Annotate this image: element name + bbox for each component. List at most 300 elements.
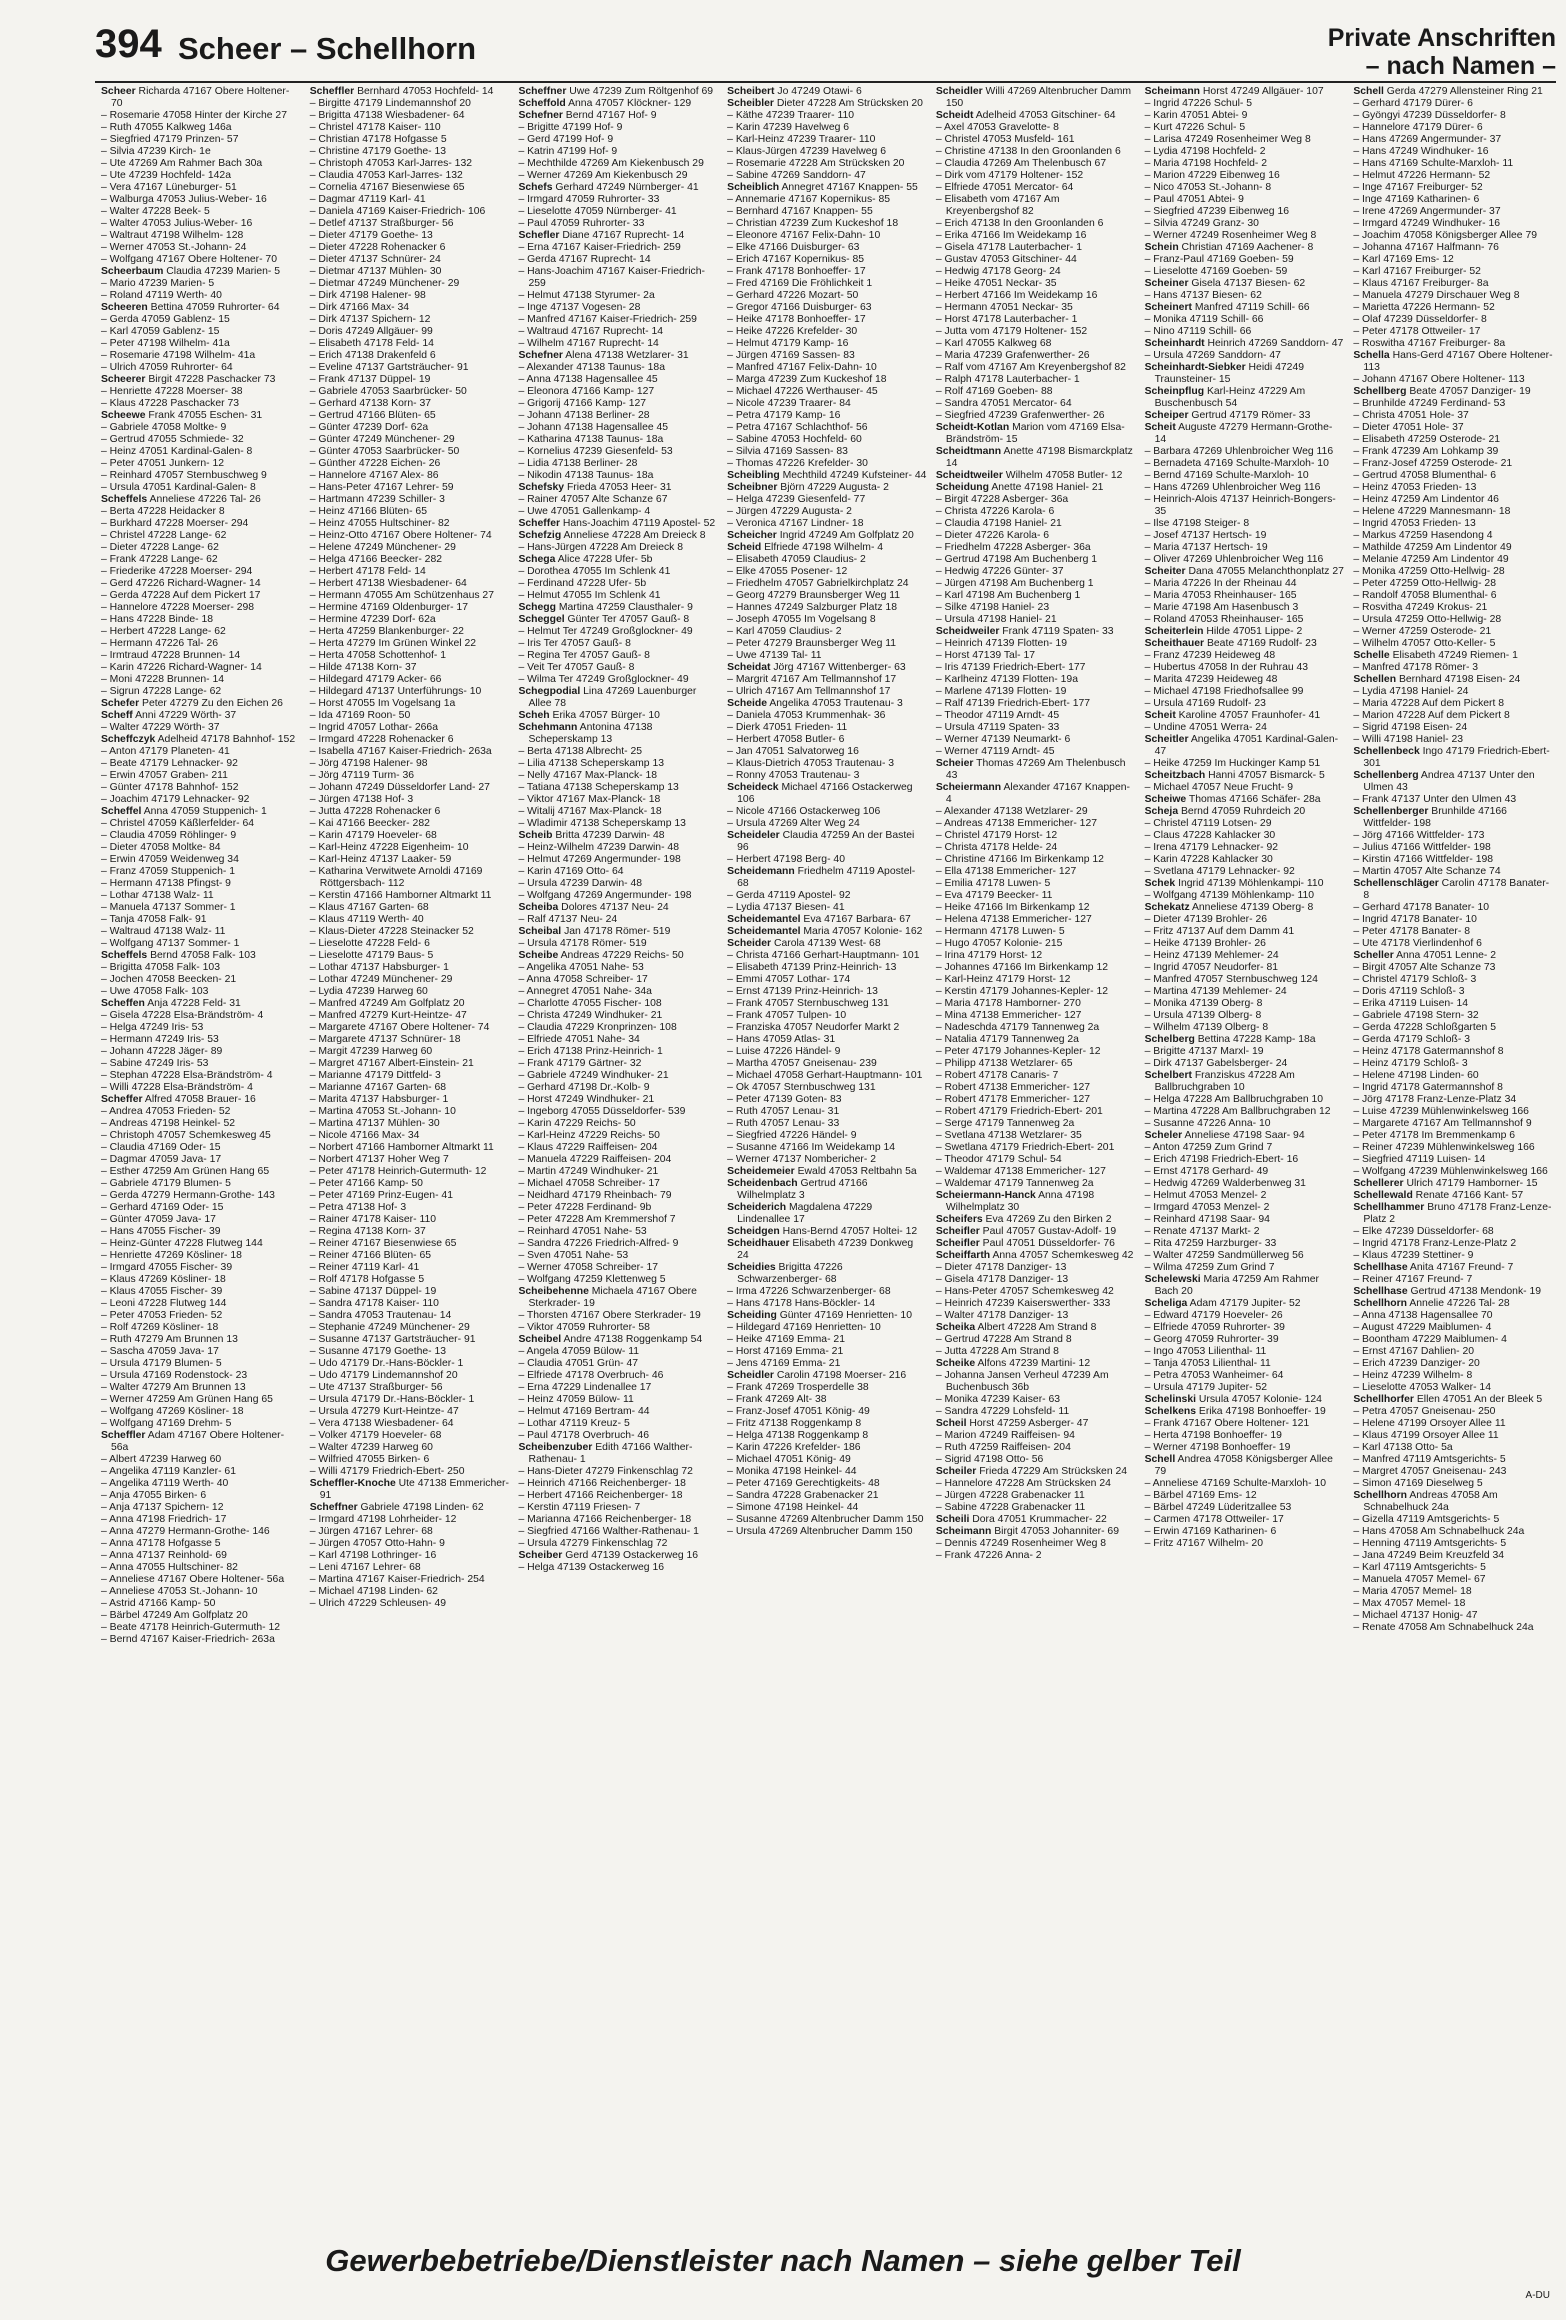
- directory-entry: [936, 854, 1136, 866]
- directory-entry: [936, 1430, 1136, 1442]
- directory-entry: [727, 314, 927, 326]
- directory-entry: [1145, 1274, 1345, 1298]
- entry-details: – Siegfried 47119 Luisen- 14: [1353, 1154, 1486, 1165]
- directory-entry: [101, 1106, 301, 1118]
- entry-details: – Brigitta 47058 Falk- 103: [101, 962, 220, 973]
- entry-details: – Sigrid 47198 Eisen- 24: [1353, 722, 1468, 733]
- entry-details: Elisabeth 47249 Riemen- 1: [1389, 650, 1518, 661]
- directory-entry: [727, 1298, 927, 1310]
- entry-details: – Jürgen 47229 Augusta- 2: [727, 506, 852, 517]
- entry-details: – Udo 47179 Dr.-Hans-Böckler- 1: [309, 1358, 464, 1369]
- directory-entry: [101, 446, 301, 458]
- entry-details: – Walter 47279 Am Brunnen 13: [101, 1382, 246, 1393]
- entry-details: – Brunhilde 47249 Ferdinand- 53: [1353, 398, 1506, 409]
- entry-details: – Annemarie 47167 Kopernikus- 85: [727, 194, 891, 205]
- directory-entry: [518, 434, 718, 446]
- directory-entry: [936, 1454, 1136, 1466]
- entry-details: – Irmgard 47059 Ruhrorter- 33: [518, 194, 660, 205]
- entry-details: – Dennis 47249 Rosenheimer Weg 8: [935, 1538, 1107, 1549]
- entry-details: – Ursula 47119 Spaten- 33: [935, 722, 1060, 733]
- entry-details: – Ida 47169 Roon- 50: [309, 710, 411, 721]
- directory-entry: [101, 854, 301, 866]
- directory-entry: [101, 1130, 301, 1142]
- entry-details: – Klaus-Dieter 47228 Steinacker 52: [309, 926, 474, 937]
- entry-details: – Ursula 47198 Haniel- 21: [935, 614, 1057, 625]
- directory-entry: [310, 134, 510, 146]
- entry-details: – Maria 47228 Auf dem Pickert 8: [1353, 698, 1505, 709]
- entry-details: – Eva 47179 Beecker- 11: [935, 890, 1053, 901]
- directory-entry: [936, 1022, 1136, 1034]
- entry-details: Bernd 47167 Hof- 9: [562, 110, 657, 121]
- entry-details: – Jörg 47198 Halener- 98: [309, 758, 428, 769]
- directory-entry: [518, 986, 718, 998]
- directory-entry: [310, 1286, 510, 1298]
- directory-entry: [518, 1154, 718, 1166]
- entry-details: – Robert 47178 Canaris- 7: [935, 1070, 1059, 1081]
- directory-entry: [727, 374, 927, 386]
- directory-entry: [101, 842, 301, 854]
- directory-entry: [518, 1178, 718, 1190]
- entry-details: – Heinz 47053 Frieden- 13: [1353, 482, 1477, 493]
- entry-details: – Ella 47138 Emmericher- 127: [935, 866, 1077, 877]
- directory-entry: [936, 1178, 1136, 1190]
- entry-details: – Friederike 47228 Moerser- 294: [101, 566, 253, 577]
- directory-entry: [936, 446, 1136, 470]
- entry-details: – Charlotte 47055 Fischer- 108: [518, 998, 662, 1009]
- entry-details: – Erich 47167 Kopernikus- 85: [727, 254, 865, 265]
- directory-entry: [310, 1094, 510, 1106]
- directory-entry: [310, 1226, 510, 1238]
- entry-details: – Bärbel 47249 Am Golfplatz 20: [101, 1610, 248, 1621]
- directory-entry: [936, 518, 1136, 530]
- directory-entry: [518, 938, 718, 950]
- directory-entry: [101, 458, 301, 470]
- entry-details: Andre 47138 Roggenkamp 54: [561, 1334, 703, 1345]
- entry-details: – Heinz 47179 Schloß- 3: [1353, 1058, 1468, 1069]
- entry-details: – Natalia 47179 Tannenweg 2a: [935, 1034, 1079, 1045]
- directory-entry: [101, 1202, 301, 1214]
- directory-entry: [101, 218, 301, 230]
- entry-details: – Heinz 47166 Blüten- 65: [309, 506, 427, 517]
- entry-details: – Frank 47179 Gärtner- 32: [518, 1058, 642, 1069]
- directory-entry: [310, 482, 510, 494]
- entry-details: – Frank 47137 Unter den Ulmen 43: [1353, 794, 1517, 805]
- entry-details: – Fritz 47167 Wilhelm- 20: [1144, 1538, 1263, 1549]
- entry-details: – Ingrid 47057 Neudorfer- 81: [1144, 962, 1279, 973]
- directory-entry: [101, 422, 301, 434]
- directory-entry: [1353, 158, 1553, 170]
- entry-surname: Scheinhardt-Siebker: [1144, 362, 1246, 373]
- entry-details: Eva 47167 Barbara- 67: [800, 914, 911, 925]
- directory-entry: [101, 902, 301, 914]
- entry-details: – Manfred 47178 Römer- 3: [1353, 662, 1479, 673]
- directory-entry: [727, 818, 927, 830]
- entry-details: – Jutta vom 47179 Holtener- 152: [935, 326, 1088, 337]
- entry-details: Claudia 47259 An der Bastei 96: [737, 830, 915, 853]
- directory-column: [1139, 86, 1348, 2186]
- entry-details: – Elfriede 47178 Overbruch- 46: [518, 1370, 664, 1381]
- entry-details: – Jürgen 47169 Sassen- 83: [727, 350, 855, 361]
- directory-entry: [727, 1334, 927, 1346]
- entry-details: – Gerda 47228 Schloßgarten 5: [1353, 1022, 1496, 1033]
- directory-entry: [101, 1502, 301, 1514]
- entry-details: – Ursula 47178 Römer- 519: [518, 938, 647, 949]
- directory-entry: [727, 854, 927, 866]
- directory-entry: [518, 1034, 718, 1046]
- entry-details: – Manuela 47279 Dirschauer Weg 8: [1353, 290, 1520, 301]
- entry-details: – Helene 47249 Münchener- 29: [309, 542, 456, 553]
- entry-surname: Scheliga: [1144, 1298, 1188, 1309]
- directory-entry: [1145, 1406, 1345, 1418]
- directory-entry: [727, 122, 927, 134]
- entry-details: – Hannelore 47167 Alex- 86: [309, 470, 439, 481]
- entry-surname: Scheinpflug: [1144, 386, 1205, 397]
- entry-details: Gertrud 47179 Römer- 33: [1188, 410, 1311, 421]
- directory-entry: [518, 626, 718, 638]
- entry-details: Hans-Joachim 47119 Apostel- 52: [560, 518, 716, 529]
- entry-details: – Claudia 47051 Grün- 47: [518, 1358, 639, 1369]
- directory-entry: [518, 554, 718, 566]
- directory-entry: [727, 1154, 927, 1166]
- directory-entry: [310, 446, 510, 458]
- directory-entry: [936, 374, 1136, 386]
- entry-details: – Regina 47138 Korn- 37: [309, 1226, 426, 1237]
- directory-column: [304, 86, 513, 2186]
- directory-entry: [1353, 1538, 1553, 1550]
- directory-entry: [1353, 1022, 1553, 1034]
- entry-details: – Dietmar 47137 Mühlen- 30: [309, 266, 442, 277]
- entry-surname: Scheibehenne: [518, 1286, 589, 1297]
- directory-entry: [310, 758, 510, 770]
- directory-entry: [1145, 170, 1345, 182]
- directory-entry: [936, 1190, 1136, 1214]
- entry-details: Hans-Bernd 47057 Holtei- 12: [779, 1226, 918, 1237]
- directory-entry: [1145, 758, 1345, 770]
- entry-details: – Dieter 47051 Hole- 37: [1353, 422, 1464, 433]
- directory-entry: [1145, 290, 1345, 302]
- directory-entry: [1353, 638, 1553, 650]
- entry-details: – Dieter 47139 Brohler- 26: [1144, 914, 1268, 925]
- entry-details: – Ralf vom 47167 Am Kreyenbergshof 82: [935, 362, 1126, 373]
- directory-entry: [936, 1070, 1136, 1082]
- entry-details: – Nico 47053 St.-Johann- 8: [1144, 182, 1272, 193]
- directory-entry: [727, 1130, 927, 1142]
- directory-entry: [936, 1034, 1136, 1046]
- entry-details: – Barbara 47269 Uhlenbroicher Weg 116: [1144, 446, 1334, 457]
- directory-entry: [727, 182, 927, 194]
- entry-details: – Claudia 47229 Kronprinzen- 108: [518, 1022, 677, 1033]
- entry-details: – Heinrich 47166 Reichenberger- 18: [518, 1478, 686, 1489]
- entry-details: Michaela 47167 Obere Sterkrader- 19: [528, 1286, 697, 1309]
- directory-entry: [936, 230, 1136, 242]
- directory-entry: [310, 1046, 510, 1058]
- entry-details: – Dieter 47179 Goethe- 13: [309, 230, 433, 241]
- entry-details: – Hedwig 47226 Günter- 37: [935, 566, 1064, 577]
- entry-surname: Scheidemantel: [727, 926, 801, 937]
- entry-details: Bernhard 47198 Eisen- 24: [1396, 674, 1521, 685]
- entry-details: – Ursula 47179 Dr.-Hans-Böckler- 1: [309, 1394, 475, 1405]
- entry-details: – Claus 47228 Kahlacker 30: [1144, 830, 1276, 841]
- entry-details: – Hermann 47055 Am Schützenhaus 27: [309, 590, 494, 601]
- entry-surname: Scheler: [1144, 1130, 1183, 1141]
- directory-entry: [727, 86, 927, 98]
- directory-entry: [936, 350, 1136, 362]
- directory-entry: [310, 1418, 510, 1430]
- entry-details: – Andrea 47053 Frieden- 52: [101, 1106, 231, 1117]
- entry-details: – Peter 47053 Frieden- 52: [101, 1310, 223, 1321]
- entry-details: Anita 47167 Freund- 7: [1407, 1262, 1514, 1273]
- directory-entry: [518, 566, 718, 578]
- directory-entry: [101, 878, 301, 890]
- directory-entry: [518, 1046, 718, 1058]
- directory-entry: [101, 1382, 301, 1394]
- directory-entry: [518, 530, 718, 542]
- directory-entry: [101, 362, 301, 374]
- directory-entry: [1145, 1358, 1345, 1370]
- entry-details: Ute 47138 Emmericher- 91: [319, 1478, 509, 1501]
- entry-details: – Lothar 47138 Walz- 11: [101, 890, 214, 901]
- directory-entry: [1145, 926, 1345, 938]
- entry-details: – Anna 47055 Hultschiner- 82: [101, 1562, 238, 1573]
- entry-details: Bettina 47059 Ruhrorter- 64: [147, 302, 280, 313]
- directory-entry: [1145, 734, 1345, 758]
- entry-details: – Marita 47239 Heideweg 48: [1144, 674, 1278, 685]
- directory-entry: [936, 1154, 1136, 1166]
- entry-details: Frank 47055 Eschen- 31: [145, 410, 263, 421]
- directory-entry: [1145, 578, 1345, 590]
- entry-details: – Detlef 47137 Straßburger- 56: [309, 218, 454, 229]
- entry-details: – Irmtraud 47228 Brunnen- 14: [101, 650, 241, 661]
- entry-details: Martina 47259 Clausthaler- 9: [555, 602, 693, 613]
- directory-entry: [936, 242, 1136, 254]
- directory-entry: [518, 518, 718, 530]
- entry-details: – Günter 47249 Münchener- 29: [309, 434, 455, 445]
- entry-details: – Bernadeta 47169 Schulte-Marxloh- 10: [1144, 458, 1329, 469]
- entry-details: – Gertrud 47058 Blumenthal- 6: [1353, 470, 1496, 481]
- directory-entry: [101, 578, 301, 590]
- entry-details: Adelheid 47178 Bahnhof- 152: [155, 734, 296, 745]
- directory-entry: [518, 206, 718, 218]
- directory-entry: [936, 1166, 1136, 1178]
- directory-entry: [1145, 794, 1345, 806]
- entry-surname: Scheit: [1144, 710, 1176, 721]
- directory-entry: [310, 1130, 510, 1142]
- entry-details: – Tatiana 47138 Scheperskamp 13: [518, 782, 679, 793]
- directory-entry: [1353, 1130, 1553, 1142]
- directory-entry: [1145, 122, 1345, 134]
- directory-entry: [936, 686, 1136, 698]
- directory-entry: [936, 674, 1136, 686]
- entry-details: – Frank 47239 Am Lohkamp 39: [1353, 446, 1499, 457]
- directory-entry: [936, 1490, 1136, 1502]
- directory-entry: [936, 1082, 1136, 1094]
- entry-surname: Schefzig: [518, 530, 562, 541]
- entry-details: – Helga 47138 Roggenkamp 8: [727, 1430, 869, 1441]
- entry-details: – Dieter 47137 Schnürer- 24: [309, 254, 441, 265]
- directory-entry: [727, 1094, 927, 1106]
- entry-details: – Walter 47229 Wörth- 37: [101, 722, 220, 733]
- directory-entry: [101, 674, 301, 686]
- directory-entry: [101, 590, 301, 602]
- entry-details: – Klaus 47055 Fischer- 39: [101, 1286, 223, 1297]
- directory-entry: [518, 638, 718, 650]
- entry-details: – Henning 47119 Amtsgerichts- 5: [1353, 1538, 1507, 1549]
- directory-entry: [1353, 1274, 1553, 1286]
- entry-details: – Heike 47169 Emma- 21: [727, 1334, 845, 1345]
- directory-entry: [101, 1238, 301, 1250]
- entry-surname: Scheibner: [727, 482, 778, 493]
- entry-surname: Scheffer: [101, 1094, 143, 1105]
- directory-entry: [310, 1430, 510, 1442]
- entry-details: – Paul 47178 Overbruch- 46: [518, 1430, 649, 1441]
- directory-entry: [1145, 146, 1345, 158]
- directory-entry: [1353, 698, 1553, 710]
- directory-entry: [310, 278, 510, 290]
- directory-entry: [310, 1574, 510, 1586]
- entry-details: – Klaus 47119 Werth- 40: [309, 914, 424, 925]
- directory-entry: [310, 1370, 510, 1382]
- directory-entry: [101, 482, 301, 494]
- entry-surname: Schelbert: [1144, 1070, 1192, 1081]
- entry-surname: Scheiding: [727, 1310, 777, 1321]
- entry-details: – Lydia 47198 Hochfeld- 2: [1144, 146, 1266, 157]
- entry-details: – Veronica 47167 Lindner- 18: [727, 518, 864, 529]
- entry-details: Ewald 47053 Reltbahn 5a: [794, 1166, 917, 1177]
- entry-details: – Frank 47226 Anna- 2: [935, 1550, 1042, 1561]
- entry-details: – Heike 47178 Bonhoeffer- 17: [727, 314, 866, 325]
- entry-details: – Dieter 47228 Lange- 62: [101, 542, 219, 553]
- entry-surname: Scheidler: [935, 86, 983, 97]
- directory-entry: [101, 926, 301, 938]
- entry-details: – Wolfgang 47167 Obere Holtener- 70: [101, 254, 277, 265]
- directory-entry: [518, 506, 718, 518]
- entry-details: Franziskus 47228 Am Ballbruchgraben 10: [1154, 1070, 1295, 1093]
- entry-details: – Ingrid 47226 Schul- 5: [1144, 98, 1253, 109]
- directory-entry: [101, 410, 301, 422]
- footer-banner: Gewerbebetriebe/Dienstleister nach Namen – siehe gelber Teil: [325, 2243, 1241, 2278]
- entry-details: Björn 47229 Augusta- 2: [777, 482, 889, 493]
- entry-details: Günter 47169 Henrietten- 10: [776, 1310, 912, 1321]
- directory-entry: [310, 662, 510, 674]
- entry-surname: Scheibal: [518, 926, 562, 937]
- directory-entry: [518, 266, 718, 290]
- entry-details: – Marlene 47139 Flotten- 19: [935, 686, 1067, 697]
- entry-details: – Vera 47138 Wiesbadener- 64: [309, 1418, 454, 1429]
- directory-entry: [1353, 506, 1553, 518]
- entry-details: – Hedwig 47269 Walderbenweg 31: [1144, 1178, 1306, 1189]
- entry-details: – Herta 47058 Schottenhof- 1: [309, 650, 447, 661]
- entry-details: – Michael 47198 Friedhofsallee 99: [1144, 686, 1304, 697]
- entry-details: – Daniela 47053 Krummenhak- 36: [727, 710, 886, 721]
- directory-entry: [101, 1250, 301, 1262]
- directory-entry: [936, 170, 1136, 182]
- entry-details: Frieda 47229 Am Strücksken 24: [976, 1466, 1128, 1477]
- entry-details: Anni 47229 Wörth- 37: [132, 710, 237, 721]
- entry-surname: Schein: [1144, 242, 1179, 253]
- entry-details: – Sabine 47137 Düppel- 19: [309, 1286, 437, 1297]
- directory-entry: [1145, 1106, 1345, 1118]
- entry-details: – Irma 47226 Schwarzenberger- 68: [727, 1286, 891, 1297]
- directory-entry: [1145, 482, 1345, 494]
- entry-details: – Beate 47179 Lehnacker- 92: [101, 758, 238, 769]
- entry-details: – Michael 47057 Neue Frucht- 9: [1144, 782, 1294, 793]
- directory-entry: [310, 1106, 510, 1118]
- entry-details: – Larisa 47249 Rosenheimer Weg 8: [1144, 134, 1311, 145]
- directory-entry: [727, 866, 927, 890]
- directory-entry: [727, 938, 927, 950]
- directory-entry: [727, 98, 927, 110]
- directory-entry: [310, 554, 510, 566]
- entry-details: – Joachim 47058 Königsberger Allee 79: [1353, 230, 1538, 241]
- entry-details: – Hermann 47226 Tal- 26: [101, 638, 219, 649]
- entry-details: – Marga 47239 Zum Kuckeshof 18: [727, 374, 887, 385]
- entry-details: – Ulrich 47059 Ruhrorter- 64: [101, 362, 233, 373]
- entry-details: Maria 47259 Am Rahmer Bach 20: [1154, 1274, 1320, 1297]
- directory-entry: [310, 434, 510, 446]
- directory-entry: [101, 1286, 301, 1298]
- entry-details: – Karin 47179 Hoeveler- 68: [309, 830, 437, 841]
- entry-details: – Helena 47138 Emmericher- 127: [935, 914, 1092, 925]
- entry-details: Anna 47057 Schemkesweg 42: [990, 1250, 1134, 1261]
- directory-entry: [727, 1142, 927, 1154]
- entry-details: – Ruth 47279 Am Brunnen 13: [101, 1334, 238, 1345]
- entry-details: – Heinz 47239 Wilhelm- 8: [1353, 1370, 1473, 1381]
- entry-surname: Scheiffarth: [935, 1250, 991, 1261]
- directory-entry: [310, 410, 510, 422]
- entry-surname: Scheiper: [1144, 410, 1189, 421]
- entry-details: – Christian 47178 Hofgasse 5: [309, 134, 447, 145]
- entry-surname: Scheidung: [935, 482, 989, 493]
- directory-entry: [518, 410, 718, 422]
- entry-details: – Marianne 47179 Dittfeld- 3: [309, 1070, 441, 1081]
- directory-entry: [727, 614, 927, 626]
- entry-details: – Marita 47137 Habsburger- 1: [309, 1094, 449, 1105]
- entry-details: – Katharina 47138 Taunus- 18a: [518, 434, 664, 445]
- entry-details: – Marion 47228 Auf dem Pickert 8: [1353, 710, 1510, 721]
- entry-details: Carola 47139 West- 68: [771, 938, 881, 949]
- entry-details: – Sigrun 47228 Lange- 62: [101, 686, 222, 697]
- directory-entry: [518, 1490, 718, 1502]
- entry-surname: Schella: [1353, 350, 1390, 361]
- entry-details: Birgit 47053 Johanniter- 69: [991, 1526, 1119, 1537]
- entry-details: – Susanne 47179 Goethe- 13: [309, 1346, 447, 1357]
- directory-entry: [101, 1262, 301, 1274]
- entry-surname: Schellhammer: [1353, 1202, 1425, 1213]
- entry-details: – Ursula 47279 Kurt-Heintze- 47: [309, 1406, 459, 1417]
- entry-details: – Swetlana 47179 Friedrich-Ebert- 201: [935, 1142, 1115, 1153]
- entry-details: – Lilia 47138 Scheperskamp 13: [518, 758, 665, 769]
- entry-details: Erika 47057 Bürger- 10: [549, 710, 660, 721]
- directory-entry: [101, 1514, 301, 1526]
- entry-surname: Scheier: [935, 758, 974, 769]
- entry-surname: Scheider: [727, 938, 772, 949]
- directory-entry: [518, 1382, 718, 1394]
- directory-entry: [1145, 494, 1345, 518]
- entry-details: – Luise 47239 Mühlenwinkelsweg 166: [1353, 1106, 1529, 1117]
- directory-entry: [101, 302, 301, 314]
- directory-entry: [1145, 710, 1345, 722]
- entry-details: Horst 47249 Allgäuer- 107: [1200, 86, 1324, 97]
- directory-entry: [101, 1142, 301, 1154]
- directory-entry: [1353, 398, 1553, 410]
- directory-entry: [310, 926, 510, 938]
- entry-details: Jan 47178 Römer- 519: [561, 926, 671, 937]
- directory-entry: [1145, 458, 1345, 470]
- directory-entry: [936, 482, 1136, 494]
- directory-entry: [310, 890, 510, 902]
- directory-entry: [310, 182, 510, 194]
- directory-entry: [1353, 482, 1553, 494]
